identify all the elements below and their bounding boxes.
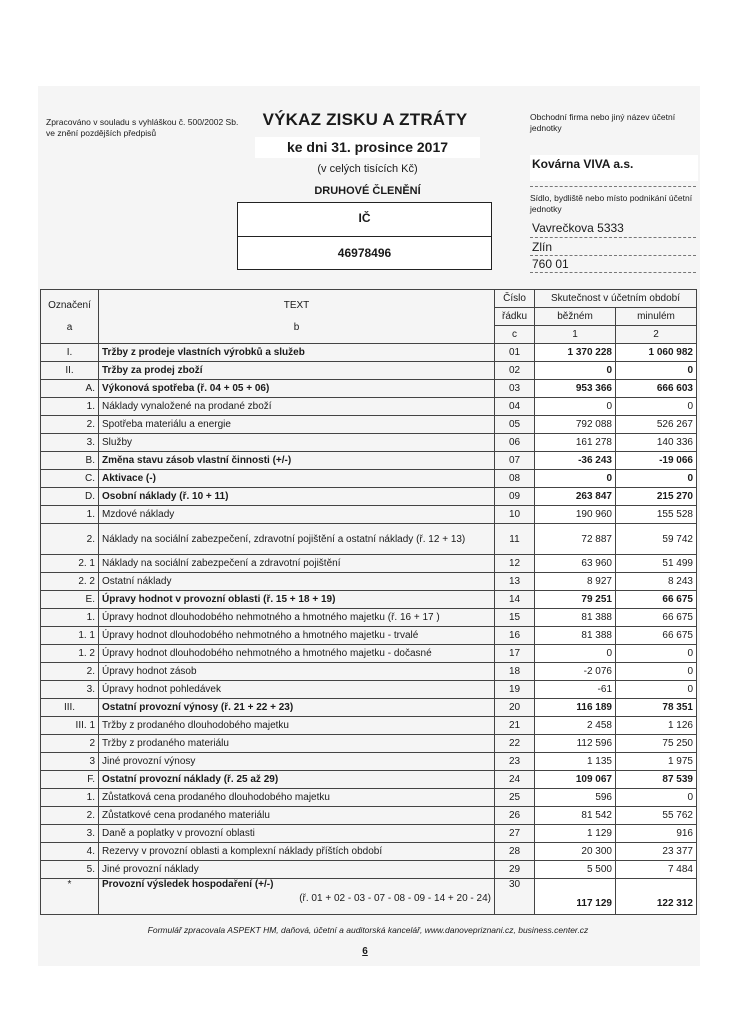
row-number: 11 [495,524,535,555]
row-designation: 2. [41,416,99,434]
row-text: Rezervy v provozní oblasti a komplexní náklady příštích období [99,843,495,861]
value-current: -36 243 [535,452,616,470]
value-previous: 155 528 [616,506,697,524]
value-previous: 1 975 [616,753,697,771]
value-current: 1 135 [535,753,616,771]
value-current: 109 067 [535,771,616,789]
col-header-skutecnost: Skutečnost v účetním období [535,290,697,308]
row-designation: F. [41,771,99,789]
value-current: 190 960 [535,506,616,524]
ico-value: 46978496 [337,246,392,260]
row-designation: 5. [41,861,99,879]
table-row [41,591,697,609]
divider [530,237,696,238]
value-current: 0 [535,398,616,416]
col-sub-1: 1 [535,326,616,344]
total-formula: (ř. 01 + 02 - 03 - 07 - 08 - 09 - 14 + 20 - 24) [299,893,491,904]
table-row [41,488,697,506]
address-zip: 760 01 [532,257,569,271]
value-current: 63 960 [535,555,616,573]
value-previous: 75 250 [616,735,697,753]
value-previous: -19 066 [616,452,697,470]
table-row [41,771,697,789]
table-row [41,398,697,416]
table-row [41,825,697,843]
row-text: Úpravy hodnot pohledávek [99,681,495,699]
row-text [99,879,495,915]
row-designation: III. 1 [41,717,99,735]
row-number: 12 [495,555,535,573]
value-previous: 8 243 [616,573,697,591]
table-row [41,861,697,879]
row-number: 28 [495,843,535,861]
row-text: Tržby z prodaného materiálu [99,735,495,753]
value-previous: 55 762 [616,807,697,825]
row-text: Náklady na sociální zabezpečení, zdravotní pojištění a ostatní náklady (ř. 12 + 13) [99,524,495,555]
table-row [41,789,697,807]
row-text: Ostatní provozní výnosy (ř. 21 + 22 + 23) [99,699,495,717]
row-text: Tržby za prodej zboží [99,362,495,380]
divider [530,186,696,187]
row-text: Daně a poplatky v provozní oblasti [99,825,495,843]
row-designation: 2. [41,807,99,825]
row-designation: 1. 1 [41,627,99,645]
table-row [41,470,697,488]
row-text: Zůstatková cena prodaného dlouhodobého majetku [99,789,495,807]
row-number: 03 [495,380,535,398]
value-current: 953 366 [535,380,616,398]
value-previous: 66 675 [616,627,697,645]
table-row [41,416,697,434]
row-designation: 1. [41,398,99,416]
col-sub-c: c [495,326,535,344]
table-row [41,362,697,380]
table-row [41,663,697,681]
table-row [41,645,697,663]
table-row [41,380,697,398]
col-sub: a [66,322,73,333]
row-number: 14 [495,591,535,609]
row-number: 18 [495,663,535,681]
row-number: 05 [495,416,535,434]
page-title: VÝKAZ ZISKU A ZTRÁTY [262,110,468,129]
table-row [41,717,697,735]
row-number: 16 [495,627,535,645]
ico-divider [238,236,491,237]
row-designation: II. [41,362,99,380]
row-designation: A. [41,380,99,398]
profit-loss-table [40,289,697,915]
value-current: 112 596 [535,735,616,753]
table-row [41,681,697,699]
units-note: (v celých tisících Kč) [317,163,418,175]
row-designation: 2 [41,735,99,753]
row-designation: 1. 2 [41,645,99,663]
row-text: Zůstatkové cena prodaného materiálu [99,807,495,825]
row-number: 04 [495,398,535,416]
divider [530,255,696,256]
value-previous: 66 675 [616,591,697,609]
row-number: 22 [495,735,535,753]
row-number: 29 [495,861,535,879]
row-text: Úpravy hodnot dlouhodobého nehmotného a hmotného majetku - dočasné [99,645,495,663]
value-current: 2 458 [535,717,616,735]
row-number: 19 [495,681,535,699]
row-designation: 2. 1 [41,555,99,573]
value-current: 8 927 [535,573,616,591]
row-designation: B. [41,452,99,470]
address-street: Vavrečkova 5333 [532,221,624,235]
value-current: -61 [535,681,616,699]
table-row [41,434,697,452]
value-previous: 0 [616,470,697,488]
table-row [41,506,697,524]
value-previous: 7 484 [616,861,697,879]
row-designation: D. [41,488,99,506]
value-current: 0 [535,362,616,380]
row-text: Služby [99,434,495,452]
value-previous: 140 336 [616,434,697,452]
firm-name: Kovárna VIVA a.s. [530,155,698,181]
value-previous: 0 [616,645,697,663]
value-current: 79 251 [535,591,616,609]
value-current: 161 278 [535,434,616,452]
row-number: 13 [495,573,535,591]
value-current: 1 129 [535,825,616,843]
value-previous: 87 539 [616,771,697,789]
row-designation: 2. [41,663,99,681]
col-label: Označení [48,300,91,311]
row-number: 20 [495,699,535,717]
table-row [41,344,697,362]
value-current: 792 088 [535,416,616,434]
row-text: Úpravy hodnot zásob [99,663,495,681]
value-previous: 1 126 [616,717,697,735]
col-header-cislo: Číslo [495,290,535,308]
table-row [41,753,697,771]
row-text: Jiné provozní výnosy [99,753,495,771]
row-text: Aktivace (-) [99,470,495,488]
row-designation: * [41,879,99,915]
row-text: Mzdové náklady [99,506,495,524]
row-designation: 2. 2 [41,573,99,591]
value-current: 20 300 [535,843,616,861]
col-header-radku: řádku [495,308,535,326]
row-designation: E. [41,591,99,609]
row-number: 08 [495,470,535,488]
report-date: ke dni 31. prosince 2017 [255,137,480,158]
col-label: TEXT [283,300,310,311]
row-number: 06 [495,434,535,452]
value-previous: 0 [616,362,697,380]
value-current: 117 129 [535,879,616,915]
row-number: 25 [495,789,535,807]
regulation-note: Zpracováno v souladu s vyhláškou č. 500/2002 Sb. ve znění pozdějších předpisů [46,117,239,138]
value-previous: 0 [616,663,697,681]
col-sub-2: 2 [616,326,697,344]
col-header-bezne: běžném [535,308,616,326]
address-city: Zlín [532,240,553,254]
value-previous: 23 377 [616,843,697,861]
firm-label: Obchodní firma nebo jiný název účetní jednotky [530,112,676,133]
col-sub: b [293,322,300,333]
row-designation: 3. [41,434,99,452]
footer-note: Formulář zpracovala ASPEKT HM, daňová, účetní a auditorská kancelář, www.danovepriznani.cz, business.center.cz [147,925,589,935]
value-previous: 1 060 982 [616,344,697,362]
row-number: 10 [495,506,535,524]
row-designation: III. [41,699,99,717]
row-designation: 3. [41,825,99,843]
total-row [41,879,697,915]
col-header-minule: minulém [616,308,697,326]
seat-label: Sídlo, bydliště nebo místo podnikání účetní jednotky [530,193,693,214]
value-previous: 78 351 [616,699,697,717]
value-current: 116 189 [535,699,616,717]
row-text: Ostatní náklady [99,573,495,591]
value-previous: 59 742 [616,524,697,555]
row-number: 23 [495,753,535,771]
row-text: Ostatní provozní náklady (ř. 25 až 29) [99,771,495,789]
value-current: 81 542 [535,807,616,825]
row-designation: 3 [41,753,99,771]
row-text: Spotřeba materiálu a energie [99,416,495,434]
row-number: 30 [495,879,535,915]
row-text: Tržby z prodeje vlastních výrobků a služeb [99,344,495,362]
col-header-oznaceni [41,290,99,344]
header-row [41,290,697,308]
value-current: 1 370 228 [535,344,616,362]
value-previous: 66 675 [616,609,697,627]
row-number: 15 [495,609,535,627]
division-label: DRUHOVÉ ČLENĚNÍ [314,185,421,197]
page-number: 6 [362,946,368,957]
value-previous: 666 603 [616,380,697,398]
table-row [41,524,697,555]
value-current: 5 500 [535,861,616,879]
value-current: 263 847 [535,488,616,506]
row-designation: C. [41,470,99,488]
col-header-text [99,290,495,344]
row-designation: 2. [41,524,99,555]
value-current: -2 076 [535,663,616,681]
table-row [41,843,697,861]
value-previous: 51 499 [616,555,697,573]
table-row [41,735,697,753]
row-number: 02 [495,362,535,380]
row-text: Výkonová spotřeba (ř. 04 + 05 + 06) [99,380,495,398]
table-row [41,807,697,825]
row-number: 17 [495,645,535,663]
row-text: Osobní náklady (ř. 10 + 11) [99,488,495,506]
table-row [41,555,697,573]
row-designation: 4. [41,843,99,861]
value-current: 81 388 [535,627,616,645]
table-row [41,573,697,591]
row-designation: 1. [41,609,99,627]
row-number: 24 [495,771,535,789]
row-number: 27 [495,825,535,843]
row-text: Jiné provozní náklady [99,861,495,879]
row-text: Náklady na sociální zabezpečení a zdravotní pojištění [99,555,495,573]
value-previous: 0 [616,789,697,807]
value-previous: 916 [616,825,697,843]
row-text: Změna stavu zásob vlastní činnosti (+/-) [99,452,495,470]
ico-box [237,202,492,270]
value-previous: 0 [616,398,697,416]
value-current: 72 887 [535,524,616,555]
value-previous: 526 267 [616,416,697,434]
row-text: Úpravy hodnot dlouhodobého nehmotného a hmotného majetku - trvalé [99,627,495,645]
total-label: Provozní výsledek hospodaření (+/-) [102,879,274,890]
value-current: 0 [535,470,616,488]
table-row [41,627,697,645]
value-current: 596 [535,789,616,807]
value-current: 81 388 [535,609,616,627]
value-current: 0 [535,645,616,663]
row-designation: 1. [41,506,99,524]
row-text: Náklady vynaložené na prodané zboží [99,398,495,416]
row-text: Úpravy hodnot v provozní oblasti (ř. 15 + 18 + 19) [99,591,495,609]
row-number: 09 [495,488,535,506]
row-text: Úpravy hodnot dlouhodobého nehmotného a hmotného majetku (ř. 16 + 17 ) [99,609,495,627]
table-row [41,452,697,470]
row-number: 21 [495,717,535,735]
value-previous: 215 270 [616,488,697,506]
row-number: 26 [495,807,535,825]
row-number: 01 [495,344,535,362]
table-row [41,609,697,627]
value-previous: 122 312 [616,879,697,915]
row-designation: 1. [41,789,99,807]
divider [530,272,696,273]
row-designation: I. [41,344,99,362]
table-row [41,699,697,717]
row-number: 07 [495,452,535,470]
value-previous: 0 [616,681,697,699]
row-text: Tržby z prodaného dlouhodobého majetku [99,717,495,735]
row-designation: 3. [41,681,99,699]
ico-label: IČ [358,211,371,225]
